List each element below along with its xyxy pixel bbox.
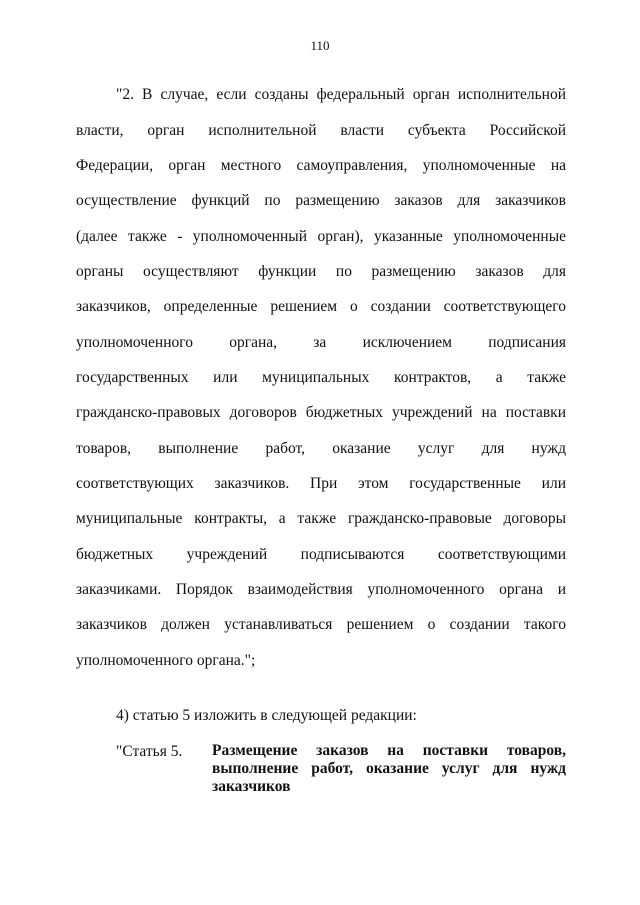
amendment-instruction: 4) статью 5 изложить в следующей редакции: [116, 707, 417, 724]
page-number: 110 [310, 38, 330, 53]
paragraph-line: осуществление функций по размещению заказов для заказчиков [76, 192, 566, 209]
article-label: "Статья 5. [116, 743, 183, 760]
paragraph-line: уполномоченного органа."; [76, 652, 256, 669]
paragraph-line: органы осуществляют функции по размещению заказов для [76, 263, 566, 280]
article-title-line: заказчиков [212, 778, 291, 795]
paragraph-line: заказчиков должен устанавливаться решением о создании такого [76, 616, 566, 633]
article-title-line: выполнение работ, оказание услуг для нужд [212, 760, 566, 777]
paragraph-line: Федерации, орган местного самоуправления, уполномоченные на [76, 157, 566, 174]
paragraph-line: государственных или муниципальных контрактов, а также [76, 369, 566, 386]
paragraph-line: (далее также - уполномоченный орган), указанные уполномоченные [76, 228, 566, 245]
paragraph-line: товаров, выполнение работ, оказание услуг для нужд [76, 440, 566, 457]
paragraph-line: соответствующих заказчиков. При этом государственные или [76, 475, 566, 492]
paragraph-line: гражданско-правовых договоров бюджетных учреждений на поставки [76, 404, 566, 421]
paragraph-line: власти, орган исполнительной власти субъекта Российской [76, 122, 566, 139]
article-title-line: Размещение заказов на поставки товаров, [212, 742, 566, 759]
paragraph-line: уполномоченного органа, за исключением подписания [76, 334, 566, 351]
article-title [212, 742, 566, 796]
paragraph-line: заказчиками. Порядок взаимодействия уполномоченного органа и [76, 581, 566, 598]
paragraph-line: заказчиков, определенные решением о создании соответствующего [76, 298, 566, 315]
paragraph-line: "2. В случае, если созданы федеральный орган исполнительной [116, 86, 566, 103]
paragraph-line: муниципальные контракты, а также гражданско-правовые договоры [76, 510, 566, 527]
paragraph-line: бюджетных учреждений подписываются соответствующими [76, 546, 566, 563]
